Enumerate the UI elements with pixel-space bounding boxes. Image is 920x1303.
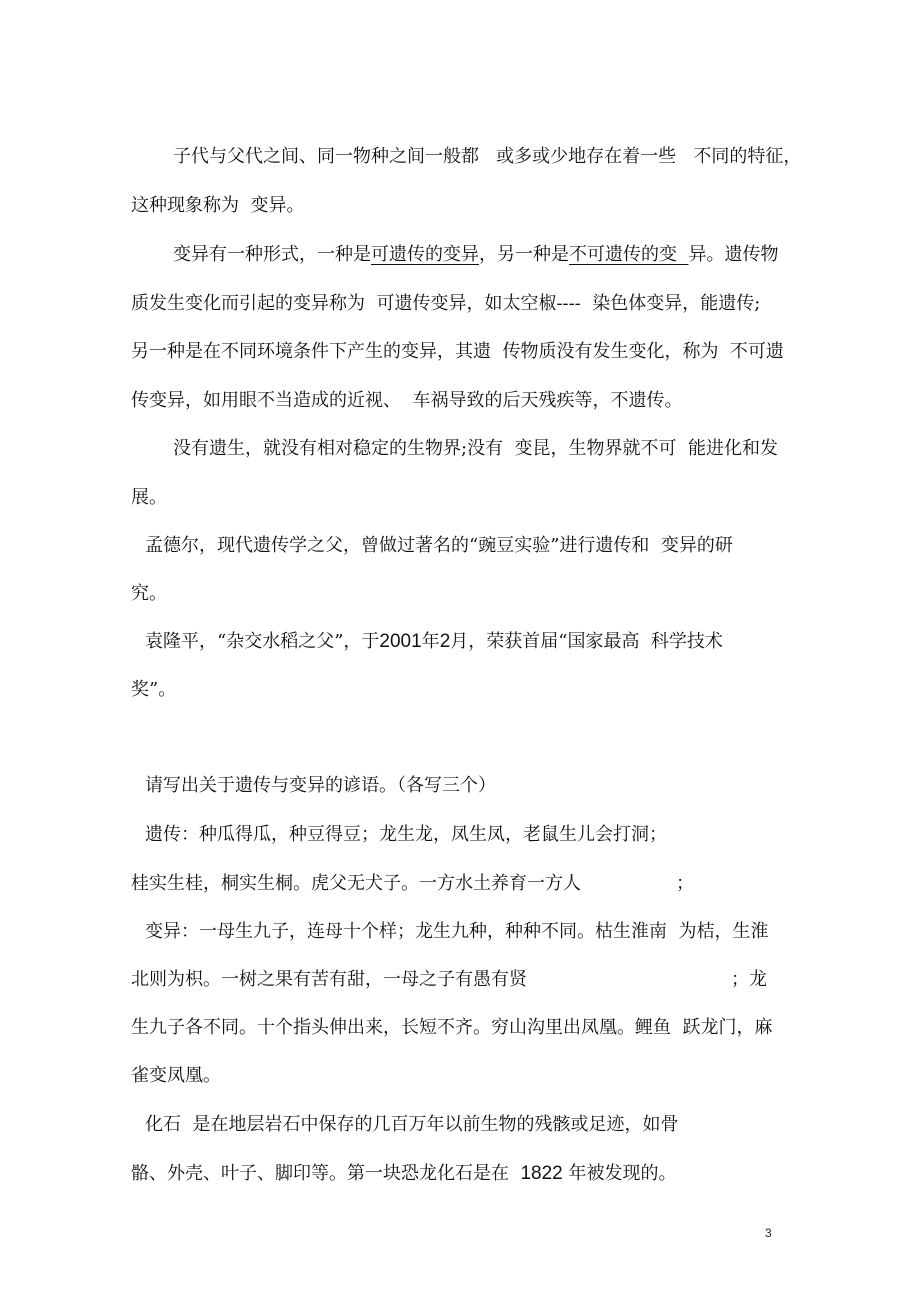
paragraph-2-line-2: 质发生变化而引起的变异称为 可遗传变异，如太空椒---- 染色体变异，能遗传; bbox=[131, 293, 761, 314]
paragraph-2-line-3: 另一种是在不同环境条件下产生的变异，其遗 传物质没有发生变化，称为 不可遗 bbox=[131, 341, 784, 362]
non-heritable-variation-term: 不可遗传的变 bbox=[569, 244, 689, 265]
paragraph-5-text-e: 月，荣获首届“国家最高 科学技术 bbox=[450, 631, 723, 652]
variation-proverbs-line-2-end: ；龙 bbox=[731, 969, 767, 990]
heredity-proverbs-line-1: 遗传：种瓜得瓜，种豆得豆；龙生龙，凤生凤，老鼠生儿会打洞； bbox=[145, 824, 667, 845]
proverbs-question-title: 请写出关于遗传与变异的谚语。（各写三个） bbox=[145, 775, 496, 796]
fossil-discovery-year: 1822 bbox=[520, 1163, 563, 1184]
paragraph-3-line-1: 没有遗生，就没有相对稳定的生物界;没有 变昆，生物界就不可 能进化和发 bbox=[173, 438, 778, 459]
page-number: 3 bbox=[765, 1226, 772, 1240]
paragraph-5-line-2: 奖”。 bbox=[131, 679, 177, 700]
paragraph-2-text-e: 异。遗传物 bbox=[688, 244, 779, 265]
paragraph-5-line-1 bbox=[145, 630, 723, 654]
fossil-text-a: 骼、外壳、叶子、脚印等。第一块恐龙化石是在 bbox=[131, 1163, 521, 1184]
paragraph-2-text-c: ，另一种是 bbox=[479, 244, 569, 265]
paragraph-5-text-a: 袁隆平，“杂交水稻之父”，于 bbox=[145, 631, 380, 652]
paragraph-5-text-c: 年 bbox=[421, 631, 440, 652]
paragraph-4-line-2: 究。 bbox=[131, 583, 167, 604]
fossil-text-c: 年被发现的。 bbox=[562, 1163, 677, 1184]
fossil-paragraph-line-1: 化石 是在地层岩石中保存的几百万年以前生物的残骸或足迹，如骨 bbox=[145, 1114, 679, 1135]
paragraph-1-line-1: 子代与父代之间、同一物种之间一般都 或多或少地存在着一些 不同的特征， bbox=[173, 146, 802, 167]
heredity-proverbs-line-2-end: ； bbox=[676, 873, 694, 894]
heredity-proverbs-line-2: 桂实生桂，桐实生桐。虎父无犬子。一方水土养育一方人 bbox=[131, 873, 581, 894]
award-month: 2 bbox=[439, 631, 451, 652]
paragraph-2-line-4: 传变异，如用眼不当造成的近视、 车祸导致的后天残疾等，不遗传。 bbox=[131, 390, 683, 411]
fossil-paragraph-line-2 bbox=[131, 1162, 676, 1186]
variation-proverbs-line-2: 北则为枳。一树之果有苦有甜，一母之子有愚有贤 bbox=[131, 969, 527, 990]
variation-proverbs-line-4: 雀变凤凰。 bbox=[131, 1065, 221, 1086]
paragraph-1-line-2: 这种现象称为 变异。 bbox=[131, 195, 305, 216]
paragraph-3-line-2: 展。 bbox=[131, 487, 167, 508]
variation-proverbs-line-1: 变异：一母生九子，连母十个样；龙生九种，种种不同。枯生淮南 为桔，生淮 bbox=[145, 921, 769, 942]
paragraph-4-line-1: 孟德尔，现代遗传学之父，曾做过著名的“豌豆实验”进行遗传和 变异的研 bbox=[145, 535, 733, 556]
paragraph-2-line-1 bbox=[173, 243, 778, 267]
heritable-variation-term: 可遗传的变异 bbox=[371, 244, 479, 265]
paragraph-2-text-a: 变异有一种形式，一种是 bbox=[173, 244, 371, 265]
variation-proverbs-line-3: 生九子各不同。十个指头伸出来，长短不齐。穷山沟里出凤凰。鲤鱼 跃龙门，麻 bbox=[131, 1017, 773, 1038]
award-year: 2001 bbox=[379, 631, 422, 652]
